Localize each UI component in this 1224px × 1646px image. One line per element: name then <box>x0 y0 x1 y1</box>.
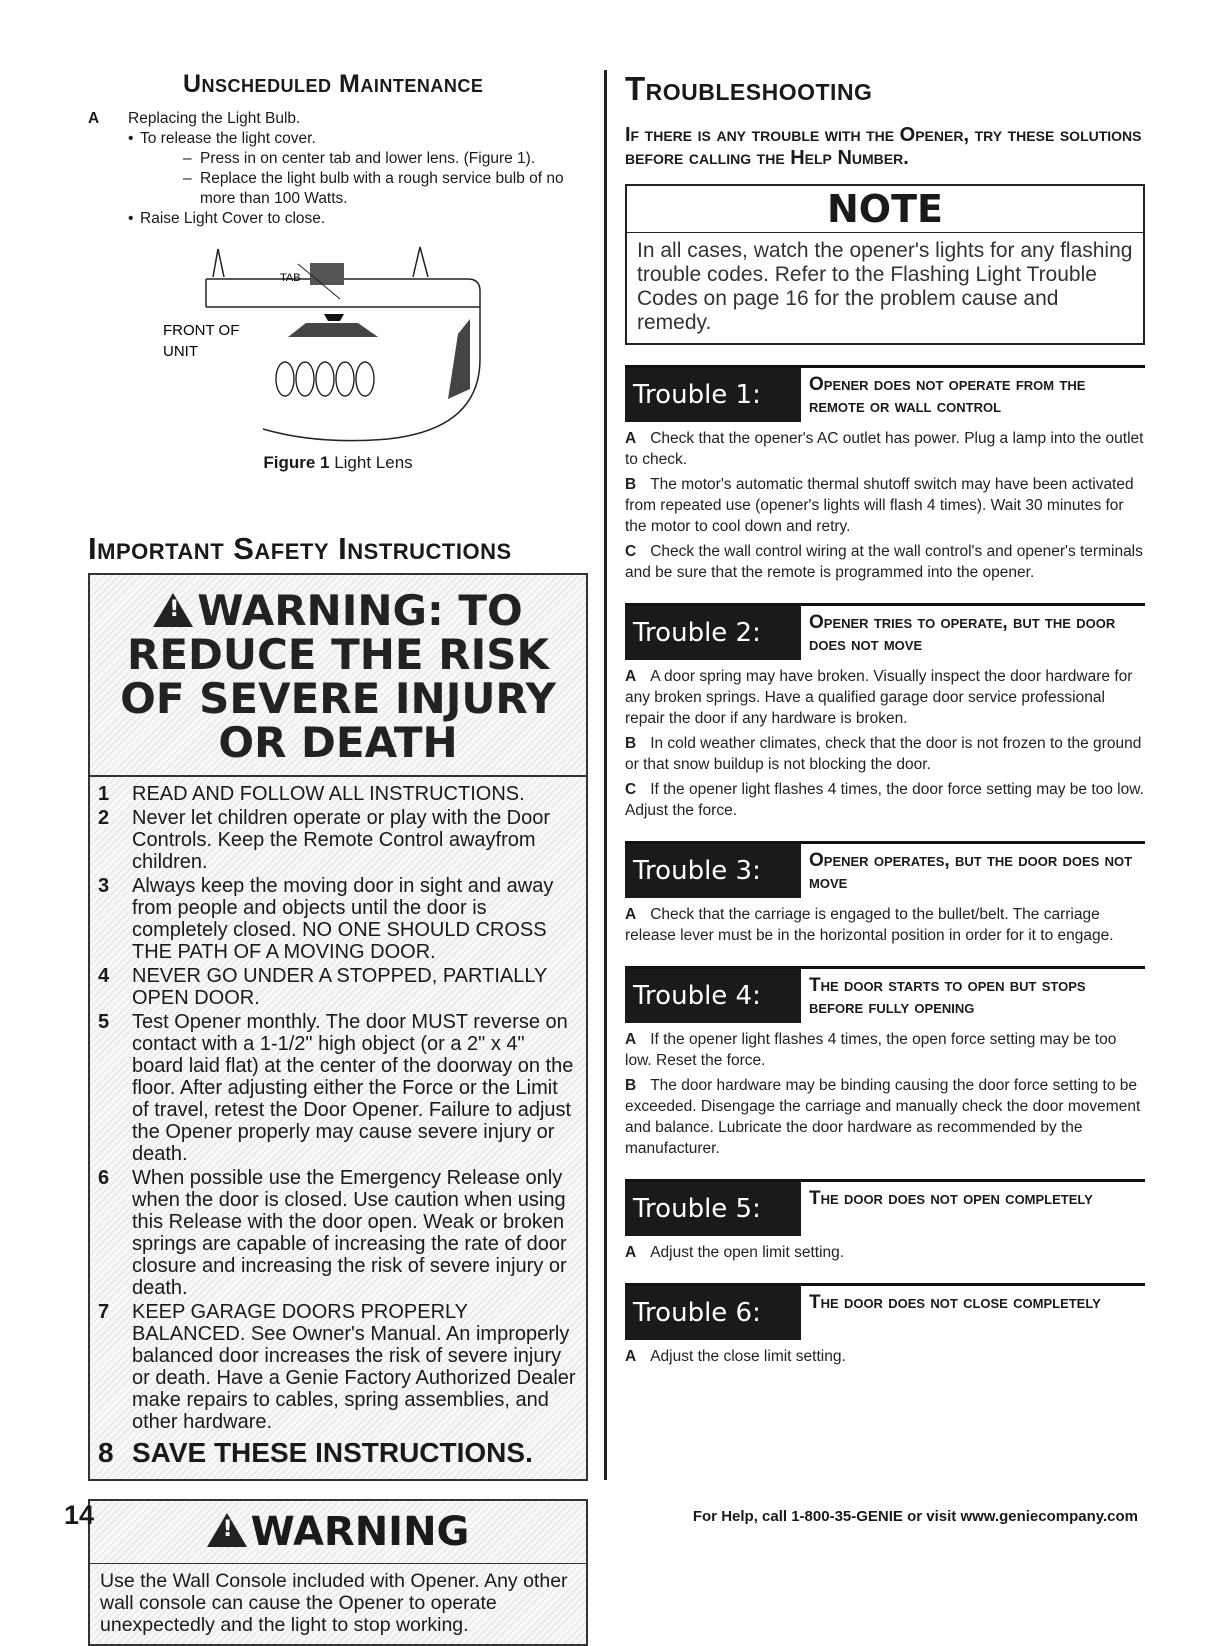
item-text: Adjust the close limit setting. <box>650 1348 846 1365</box>
warning2-heading <box>90 1501 586 1564</box>
item-text: If the opener light flashes 4 times, the door force setting may be too low. Adjust the force. <box>625 781 1144 819</box>
trouble-header <box>625 1283 1145 1340</box>
note-text: In all cases, watch the opener's lights for any flashing trouble codes. Refer to the Flashing Light Trouble Codes on page 16 for the problem cause and remedy. <box>637 239 1133 334</box>
item-letter: A <box>88 110 100 127</box>
item-text: Check that the opener's AC outlet has power. Plug a lamp into the outlet to check. <box>625 430 1144 468</box>
safety-instructions-title: Important Safety Instructions <box>88 531 512 566</box>
note-heading: NOTE <box>627 186 1143 233</box>
wall-console-warning-box <box>88 1499 588 1646</box>
warning2-text: Use the Wall Console included with Opener. Any other wall console can cause the Opener to operate unexpectedly and the light to stop working. <box>100 1570 568 1636</box>
trouble-section-6 <box>625 1283 1145 1367</box>
safety-text: Always keep the moving door in sight and away from people and objects until the door is completely closed. NO ONE SHOULD CROSS THE PATH OF A MOVING DOOR. <box>132 875 554 963</box>
trouble-header <box>625 603 1145 660</box>
safety-item-save <box>98 1437 578 1469</box>
item-text: Adjust the open limit setting. <box>650 1244 845 1261</box>
light-lens-figure <box>88 239 588 449</box>
front-of-unit-label: FRONT OF <box>163 322 240 339</box>
trouble-item <box>625 1029 1145 1071</box>
trouble-label: The door does not open completely <box>809 1188 1093 1209</box>
item-text: Check that the carriage is engaged to the bullet/belt. The carriage release lever must be in the horizontal position in order for it to engage. <box>625 906 1114 944</box>
trouble-items <box>625 904 1145 946</box>
bullet-item: • To release the light cover. <box>88 129 588 149</box>
safety-num: 5 <box>98 1011 110 1033</box>
trouble-badge: Trouble 3: <box>625 844 801 898</box>
note-box <box>625 184 1145 345</box>
item-letter: A <box>625 906 637 923</box>
trouble-badge: Trouble 2: <box>625 606 801 660</box>
item-text: If the opener light flashes 4 times, the open force setting may be too low. Reset the force. <box>625 1031 1117 1069</box>
trouble-item <box>625 733 1145 775</box>
safety-text: Never let children operate or play with the Door Controls. Keep the Remote Control awayfrom children. <box>132 807 550 873</box>
unscheduled-maintenance-title: Unscheduled Maintenance <box>183 70 484 98</box>
left-column <box>88 70 588 1646</box>
trouble-badge: Trouble 6: <box>625 1286 801 1340</box>
trouble-badge: Trouble 4: <box>625 969 801 1023</box>
trouble-items <box>625 1029 1145 1159</box>
item-letter: A <box>625 1031 637 1048</box>
warning-heading-text: WARNING: TO REDUCE THE RISK OF SEVERE INJURY OR DEATH <box>120 586 556 767</box>
safety-item <box>98 965 578 1009</box>
trouble-label: Opener tries to operate, but the door does not move <box>809 612 1116 655</box>
trouble-item <box>625 1346 1145 1367</box>
item-letter: B <box>625 476 637 493</box>
safety-num: 8 <box>98 1437 114 1468</box>
trouble-label: Opener does not operate from the remote or wall control <box>809 374 1086 417</box>
item-letter: A <box>625 430 637 447</box>
safety-list <box>90 777 586 1479</box>
trouble-item <box>625 779 1145 821</box>
item-text: In cold weather climates, check that the door is not frozen to the ground or that snow buildup is not blocking the door. <box>625 735 1142 773</box>
trouble-badge: Trouble 5: <box>625 1182 801 1236</box>
trouble-item <box>625 474 1145 537</box>
maintenance-list <box>88 109 588 229</box>
trouble-items <box>625 1242 1145 1263</box>
trouble-item <box>625 904 1145 946</box>
trouble-section-3 <box>625 841 1145 946</box>
column-divider <box>604 70 607 1480</box>
trouble-label: Opener operates, but the door does not move <box>809 850 1133 893</box>
right-column <box>625 70 1145 1371</box>
trouble-item <box>625 1075 1145 1159</box>
trouble-label: The door starts to open but stops before fully opening <box>809 975 1086 1018</box>
dash-item: – Replace the light bulb with a rough service bulb of no more than 100 Watts. <box>88 169 588 209</box>
safety-item <box>98 1167 578 1299</box>
troubleshooting-title: Troubleshooting <box>625 70 873 107</box>
figure-title: Light Lens <box>334 453 413 472</box>
trouble-item <box>625 428 1145 470</box>
trouble-items <box>625 666 1145 821</box>
safety-num: 2 <box>98 807 110 829</box>
safety-num: 1 <box>98 783 110 805</box>
bullet-item: • Raise Light Cover to close. <box>88 209 588 229</box>
trouble-items <box>625 1346 1145 1367</box>
warning2-heading-text: WARNING <box>250 1509 470 1555</box>
trouble-badge: Trouble 1: <box>625 368 801 422</box>
safety-text: When possible use the Emergency Release only when the door is closed. Use caution when using this Release with the door open. Weak or broken springs are capable of increasing the rate of door closure and increasing the risk of severe injury or death. <box>132 1167 567 1299</box>
trouble-header <box>625 841 1145 898</box>
safety-item <box>98 1011 578 1165</box>
item-letter: C <box>625 781 637 798</box>
safety-num: 7 <box>98 1301 110 1323</box>
item-text: A door spring may have broken. Visually inspect the door hardware for any broken springs. Have a qualified garage door service professional repair the door if any hardware is broken. <box>625 668 1133 727</box>
safety-item <box>98 875 578 963</box>
help-footer: For Help, call 1-800-35-GENIE or visit www.geniecompany.com <box>692 1508 1138 1525</box>
trouble-section-1 <box>625 365 1145 583</box>
trouble-item <box>625 666 1145 729</box>
item-letter: A <box>625 668 637 685</box>
trouble-label: The door does not close completely <box>809 1292 1101 1313</box>
figure-caption <box>88 453 588 473</box>
warning-triangle-icon <box>207 1513 247 1547</box>
safety-text: Test Opener monthly. The door MUST reverse on contact with a 1-1/2" high object (or a 2" x 4" board laid flat) at the center of the doorway on the floor. After adjusting either the Force or the Limit of travel, retest the Door Opener. Failure to adjust the Opener properly may cause severe injury or death. <box>132 1011 574 1165</box>
trouble-header <box>625 1179 1145 1236</box>
item-text: Replacing the Light Bulb. <box>128 110 301 127</box>
trouble-section-4 <box>625 966 1145 1159</box>
warning-heading <box>90 575 586 777</box>
figure-number: Figure 1 <box>263 453 330 472</box>
item-letter: C <box>625 543 637 560</box>
safety-text: SAVE THESE INSTRUCTIONS. <box>132 1437 533 1468</box>
trouble-item <box>625 541 1145 583</box>
safety-item <box>98 807 578 873</box>
item-text: The motor's automatic thermal shutoff switch may have been activated from repeated use (opener's lights will flash 4 times). Wait 30 minutes for the motor to cool down and retry. <box>625 476 1134 535</box>
troubleshooting-intro: If there is any trouble with the Opener, try these solutions before calling the Help Number. <box>625 124 1142 169</box>
safety-item <box>98 1301 578 1433</box>
safety-item <box>98 783 578 805</box>
item-letter: B <box>625 735 637 752</box>
item-text: The door hardware may be binding causing the door force setting to be exceeded. Disengage the carriage and manually check the door movement and balance. Lubricate the door hardware as recommended by the manufacturer. <box>625 1077 1141 1157</box>
trouble-items <box>625 428 1145 583</box>
trouble-header <box>625 365 1145 422</box>
light-lens-illustration <box>88 239 588 449</box>
safety-num: 6 <box>98 1167 110 1189</box>
trouble-section-2 <box>625 603 1145 821</box>
item-letter: A <box>625 1244 637 1261</box>
safety-text: KEEP GARAGE DOORS PROPERLY BALANCED. See Owner's Manual. An improperly balanced door increases the risk of severe injury or death. Have a Genie Factory Authorized Dealer make repairs to cables, spring assemblies, and other hardware. <box>132 1301 576 1433</box>
item-letter: A <box>625 1348 637 1365</box>
item-letter: B <box>625 1077 637 1094</box>
trouble-item <box>625 1242 1145 1263</box>
safety-text: NEVER GO UNDER A STOPPED, PARTIALLY OPEN DOOR. <box>132 965 547 1009</box>
safety-text: READ AND FOLLOW ALL INSTRUCTIONS. <box>132 783 525 805</box>
dash-item: – Press in on center tab and lower lens. (Figure 1). <box>88 149 588 169</box>
trouble-section-5 <box>625 1179 1145 1263</box>
page-number: 14 <box>64 1500 95 1530</box>
warning-box <box>88 573 588 1481</box>
item-text: Check the wall control wiring at the wall control's and opener's terminals and be sure that the remote is programmed into the opener. <box>625 543 1143 581</box>
warning-triangle-icon <box>153 593 193 627</box>
tab-label: TAB <box>280 272 301 284</box>
safety-num: 3 <box>98 875 110 897</box>
trouble-header <box>625 966 1145 1023</box>
front-of-unit-label: UNIT <box>163 343 198 360</box>
safety-num: 4 <box>98 965 110 987</box>
maintenance-item-a <box>88 109 588 129</box>
